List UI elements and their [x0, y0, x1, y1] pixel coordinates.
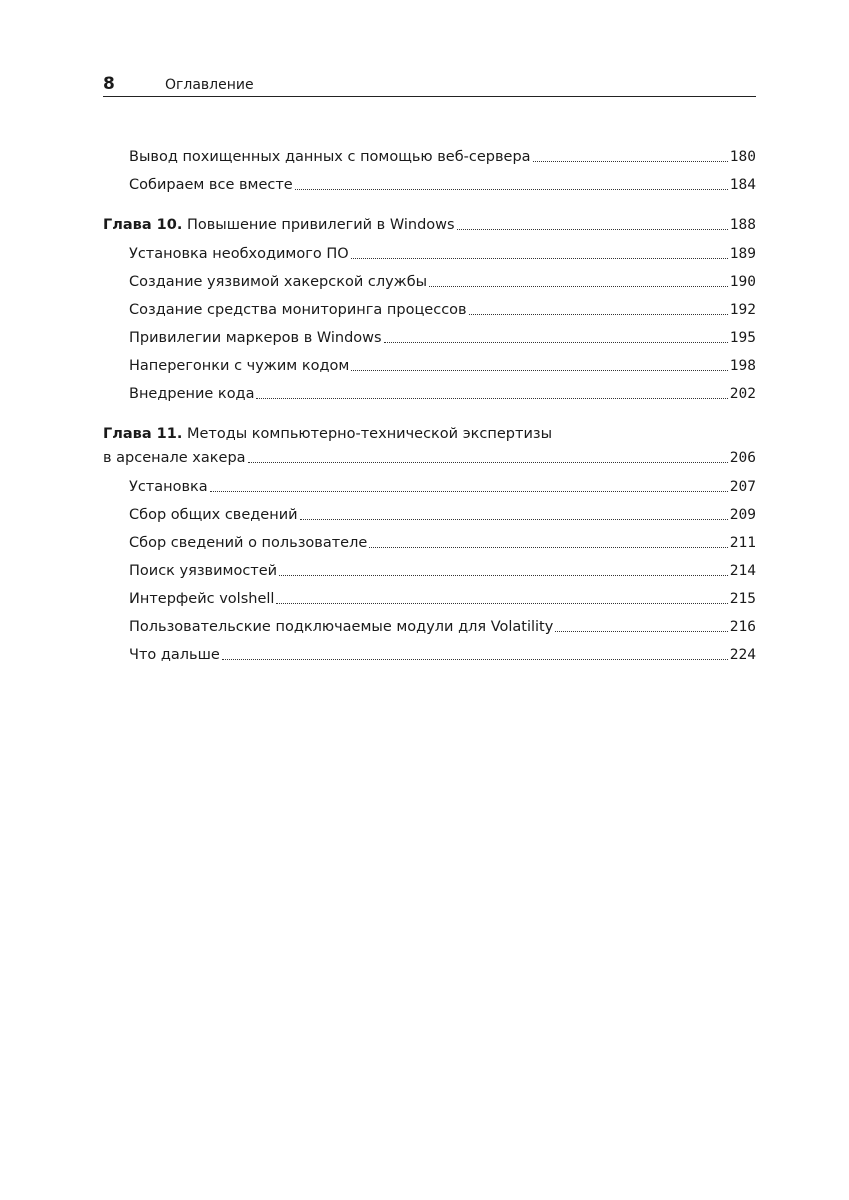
- toc-entry-title: Сбор сведений о пользователе: [129, 535, 368, 551]
- toc-entry-page: 184: [729, 177, 756, 193]
- dot-leader: [555, 631, 727, 632]
- toc-entry-title: Вывод похищенных данных с помощью веб-сервера: [129, 149, 531, 165]
- toc-entry: [103, 643, 756, 665]
- page-number: 8: [103, 74, 115, 94]
- toc-entry-page: 211: [729, 535, 756, 551]
- dot-leader: [276, 603, 727, 604]
- toc-entry-page: 215: [729, 591, 756, 607]
- toc-entry-page: 189: [729, 246, 756, 262]
- toc-entry-page: 216: [729, 619, 756, 635]
- dot-leader: [210, 491, 728, 492]
- dot-leader: [369, 547, 728, 548]
- toc-entry-title: Создание уязвимой хакерской службы: [129, 274, 428, 290]
- toc-entry-title: Сбор общих сведений: [129, 507, 298, 523]
- toc-entry-page: 198: [729, 358, 756, 374]
- toc-entry-page: 206: [729, 450, 756, 466]
- toc-entry: [103, 382, 756, 404]
- dot-leader: [248, 462, 728, 463]
- toc-entry-title: Внедрение кода: [129, 386, 255, 402]
- toc-entry: [103, 145, 756, 167]
- chapter-label: Глава 10.: [103, 217, 183, 233]
- toc-entry-title: Интерфейс volshell: [129, 591, 275, 607]
- chapter-label: Глава 11.: [103, 426, 183, 442]
- toc-entry-title: Поиск уязвимостей: [129, 563, 278, 579]
- toc-entry-title: Что дальше: [129, 647, 220, 663]
- toc-chapter-11-line1: [103, 424, 756, 446]
- dot-leader: [533, 161, 728, 162]
- dot-leader: [429, 286, 728, 287]
- dot-leader: [279, 575, 728, 576]
- dot-leader: [351, 258, 728, 259]
- chapter-title-continued: в арсенале хакера: [103, 450, 246, 466]
- toc-entry: [103, 503, 756, 525]
- dot-leader: [256, 398, 727, 399]
- dot-leader: [300, 519, 728, 520]
- toc-entry: [103, 475, 756, 497]
- toc-entry: [103, 298, 756, 320]
- dot-leader: [384, 342, 728, 343]
- toc-entry: [103, 615, 756, 637]
- toc-entry-page: 207: [729, 479, 756, 495]
- toc-entry-page: 180: [729, 149, 756, 165]
- toc-entry-page: 224: [729, 647, 756, 663]
- toc-entry-page: 190: [729, 274, 756, 290]
- toc-entry: [103, 587, 756, 609]
- chapter-title: Повышение привилегий в Windows: [186, 217, 455, 233]
- toc-chapter-10: [103, 213, 756, 235]
- toc-entry-page: 214: [729, 563, 756, 579]
- toc-entry-title: Пользовательские подключаемые модули для Volatility: [129, 619, 554, 635]
- dot-leader: [457, 229, 728, 230]
- toc-entry-title: Наперегонки с чужим кодом: [129, 358, 350, 374]
- toc-entry-title: Создание средства мониторинга процессов: [129, 302, 467, 318]
- toc-entry-title: Собираем все вместе: [129, 177, 293, 193]
- toc-entry: [103, 270, 756, 292]
- toc-entry: [103, 173, 756, 195]
- toc-entry: [103, 354, 756, 376]
- toc-entry: [103, 531, 756, 553]
- dot-leader: [295, 189, 728, 190]
- toc-entry-page: 195: [729, 330, 756, 346]
- toc-entry-page: 209: [729, 507, 756, 523]
- running-head: [103, 74, 756, 97]
- toc-entry-title: Установка необходимого ПО: [129, 246, 349, 262]
- toc-entry-page: 202: [729, 386, 756, 402]
- toc-entry-page: 192: [729, 302, 756, 318]
- section-title: Оглавление: [165, 77, 254, 93]
- toc-entry-title: Привилегии маркеров в Windows: [129, 330, 382, 346]
- dot-leader: [351, 370, 727, 371]
- dot-leader: [469, 314, 728, 315]
- toc-chapter-11: [103, 446, 756, 468]
- dot-leader: [222, 659, 728, 660]
- toc-entry: [103, 326, 756, 348]
- toc-entry-page: 188: [729, 217, 756, 233]
- chapter-title: Методы компьютерно-технической экспертизы: [186, 426, 553, 442]
- toc-entry: [103, 242, 756, 264]
- toc-entry: [103, 559, 756, 581]
- toc-entry-title: Установка: [129, 479, 208, 495]
